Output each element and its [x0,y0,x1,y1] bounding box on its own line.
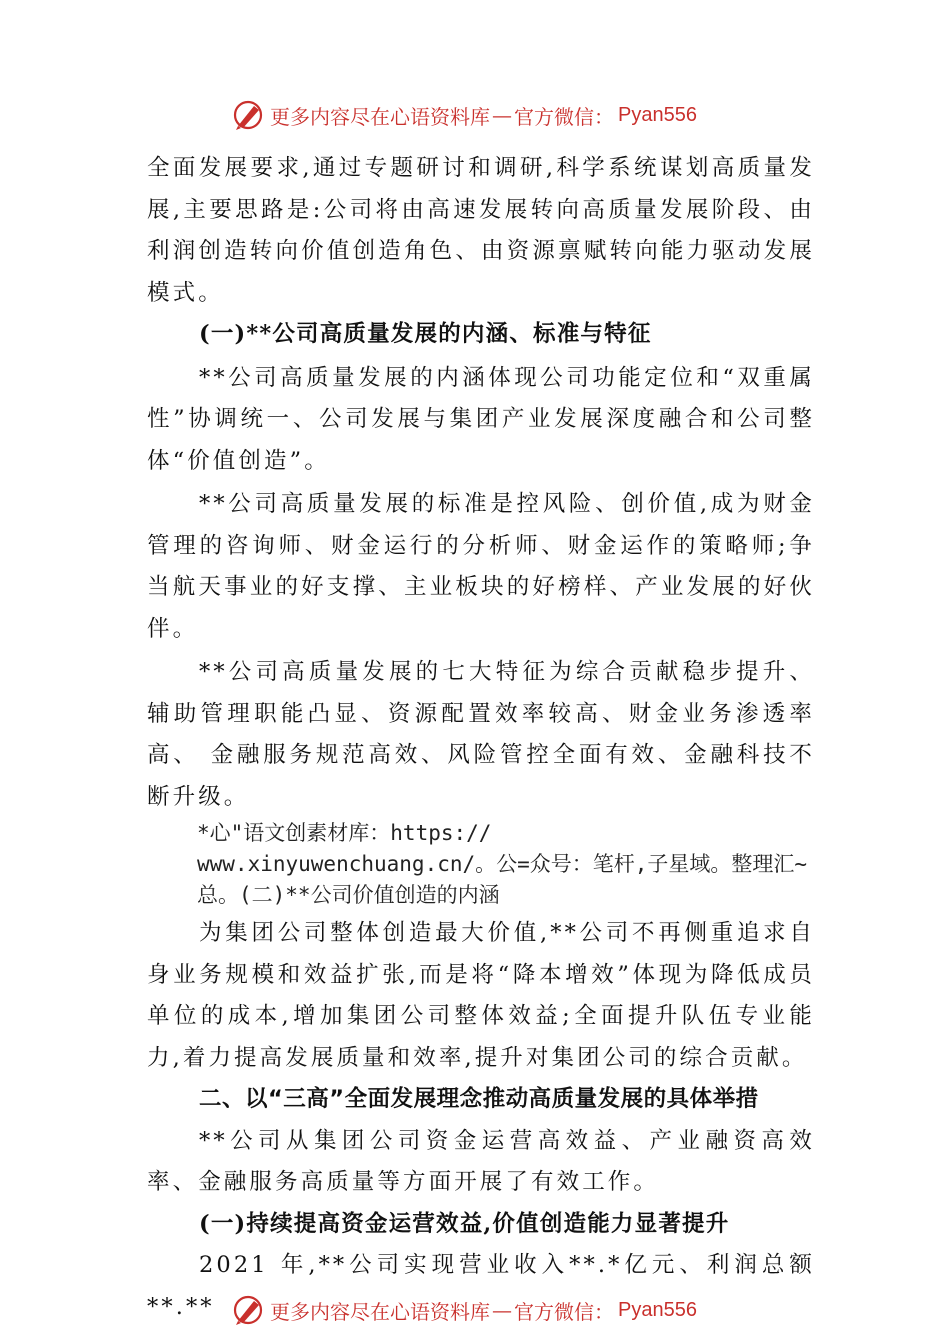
watermark-separator: — [492,1298,512,1322]
watermark-official: 官方微信： [514,1299,614,1324]
section-heading-2: 二、以“三高”全面发展理念推动高质量发展的具体举措 [199,1086,759,1112]
watermark-text: 更多内容尽在心语资料库 [270,104,490,129]
paragraph-2: **公司高质量发展的内涵体现公司功能定位和“双重属性”协调统一、公司发展与集团产业发展深度融合和公司整体“价值创造”。 [147,364,815,474]
watermark-footer [232,1292,697,1328]
watermark-account: Pyan556 [618,1298,697,1321]
watermark-account: Pyan556 [618,103,697,126]
document-body [147,148,815,1328]
pen-logo-icon [232,98,266,132]
watermark-official: 官方微信： [514,104,614,129]
paragraph-7: 2021 年,**公司实现营业收入**.*亿元、利润总额**.** [147,1252,815,1320]
source-note-line-1: *心"语文创素材库：https:// [197,821,492,845]
watermark-text: 更多内容尽在心语资料库 [270,1299,490,1324]
pen-logo-icon [232,1293,266,1327]
watermark-separator: — [492,103,512,127]
paragraph-4: **公司高质量发展的七大特征为综合贡献稳步提升、辅助管理职能凸显、资源配置效率较高、财金业务渗透率高、 金融服务规范高效、风险管控全面有效、金融科技不断升级。 [147,659,815,810]
section-heading-3: (一)持续提高资金运营效益,价值创造能力显著提升 [199,1210,730,1237]
source-note-line-2: www.xinyuwenchuang.cn/。公=众号：笔杆,子星域。整理汇~总。(二)**公司价值创造的内涵 [197,852,808,907]
paragraph-1: 全面发展要求,通过专题研讨和调研,科学系统谋划高质量发展,主要思路是:公司将由高速发展转向高质量发展阶段、由利润创造转向价值创造角色、由资源禀赋转向能力驱动发展模式。 [147,155,815,306]
watermark-header [232,97,697,133]
section-heading-1: (一)**公司高质量发展的内涵、标准与特征 [199,321,652,347]
paragraph-5: 为集团公司整体创造最大价值,**公司不再侧重追求自身业务规模和效益扩张,而是将“降本增效”体现为降低成员单位的成本,增加集团公司整体效益;全面提升队伍专业能力,着力提高发展质量和效率,提升对集团公司的综合贡献。 [147,920,815,1071]
paragraph-3: **公司高质量发展的标准是控风险、创价值,成为财金管理的咨询师、财金运行的分析师、财金运作的策略师;争当航天事业的好支撑、主业板块的好榜样、产业发展的好伙伴。 [147,491,815,642]
paragraph-6: **公司从集团公司资金运营高效益、产业融资高效率、金融服务高质量等方面开展了有效工作。 [147,1127,815,1195]
